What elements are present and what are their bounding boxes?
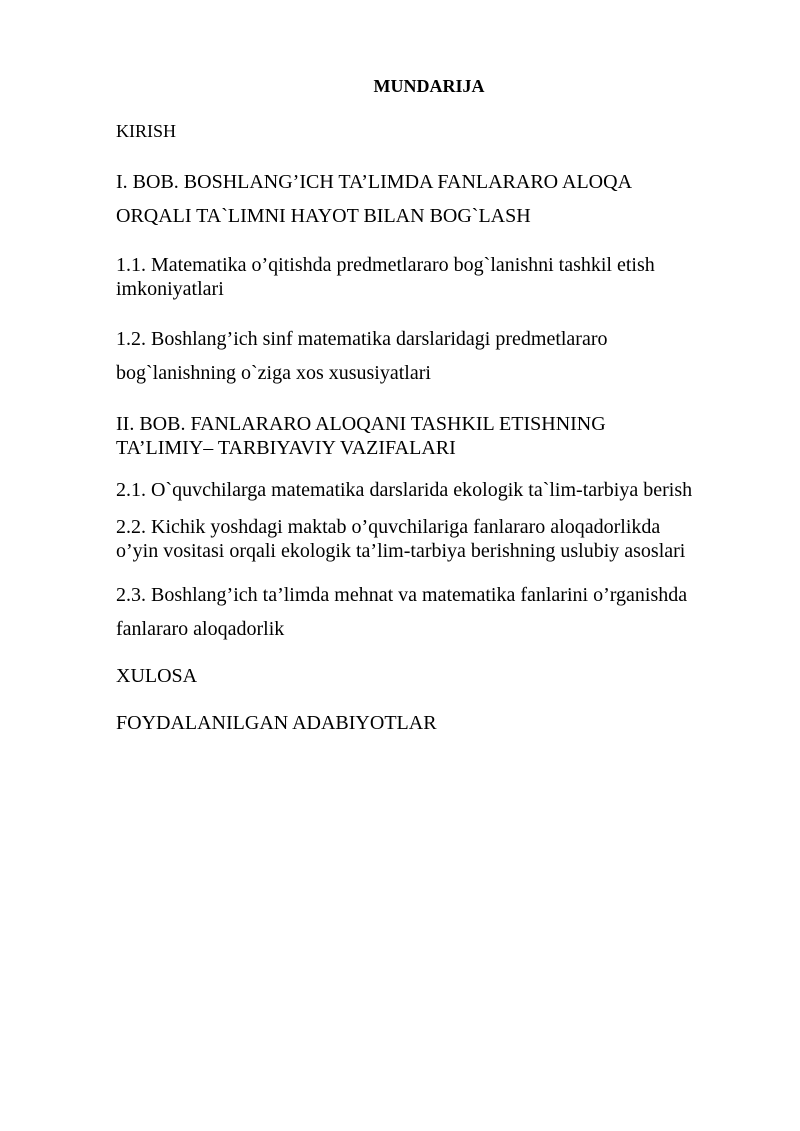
toc-entry-line: FOYDALANILGAN ADABIYOTLAR	[116, 712, 437, 734]
toc-entry-introduction	[116, 119, 756, 143]
toc-entry-line: bog`lanishning o`ziga xos xususiyatlari	[116, 362, 431, 384]
toc-entry-line: fanlararo aloqadorlik	[116, 618, 285, 640]
toc-entry-line: TA’LIMIY– TARBIYAVIY VAZIFALARI	[116, 437, 456, 459]
toc-entry-line: I. BOB. BOSHLANG’ICH TA’LIMDA FANLARARO ALOQA	[116, 171, 633, 193]
toc-entry-line: 1.2. Boshlang’ich sinf matematika darslaridagi predmetlararo	[116, 328, 608, 350]
toc-entry-line: 2.2. Kichik yoshdagi maktab o’quvchilariga fanlararo aloqadorlikda	[116, 516, 661, 538]
toc-entry-line: imkoniyatlari	[116, 278, 224, 300]
document-title: MUNDARIJA	[373, 76, 485, 96]
toc-entry-chapter-1	[116, 165, 756, 233]
toc-entry-section-2-1	[116, 478, 756, 502]
toc-entry-section-2-3	[116, 578, 756, 646]
toc-entry-line: XULOSA	[116, 665, 198, 687]
toc-entry-section-1-2	[116, 322, 756, 390]
toc-entry-line: 2.3. Boshlang’ich ta’limda mehnat va matematika fanlarini o’rganishda	[116, 584, 688, 606]
toc-entry-line: KIRISH	[116, 121, 177, 141]
toc-entry-line: o’yin vositasi orqali ekologik ta’lim-tarbiya berishning uslubiy asoslari	[116, 540, 686, 562]
toc-entry-section-2-2	[116, 515, 756, 563]
toc-entry-line: 2.1. O`quvchilarga matematika darslarida ekologik ta`lim-tarbiya berish	[116, 479, 693, 501]
toc-entry-references	[116, 711, 756, 735]
toc-entry-line: II. BOB. FANLARARO ALOQANI TASHKIL ETISHNING	[116, 413, 606, 435]
toc-entry-line: 1.1. Matematika o’qitishda predmetlararo bog`lanishni tashkil etish	[116, 254, 655, 276]
toc-entry-chapter-2	[116, 412, 756, 460]
toc-entry-line: ORQALI TA`LIMNI HAYOT BILAN BOG`LASH	[116, 205, 531, 227]
toc-entry-conclusion	[116, 664, 756, 688]
toc-entry-section-1-1	[116, 253, 756, 301]
